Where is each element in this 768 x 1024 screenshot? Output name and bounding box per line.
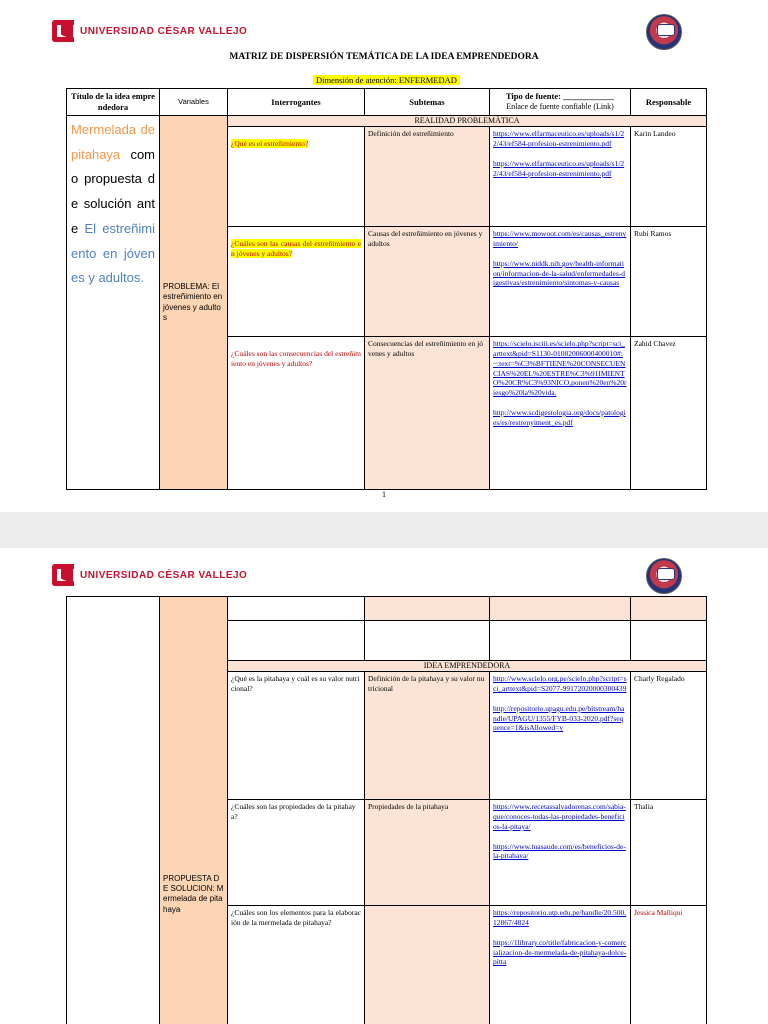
tipo-fuente-label: Tipo de fuente: ____________ [505, 91, 615, 102]
question-text: ¿Cuáles son las causas del estreñimiento en jóvenes y adultos? [231, 239, 361, 258]
question-text: ¿Cuáles son las consecuencias del estreñimiento en jóvenes y adultos? [231, 349, 361, 368]
responsible-cell: Thalia [631, 800, 707, 906]
empty-cell [365, 597, 490, 621]
links-cell [490, 127, 631, 227]
dispersion-matrix-table-page-2 [66, 596, 707, 1024]
empty-cell [228, 621, 365, 661]
links-cell [490, 800, 631, 906]
title-part-2: como propuesta de solución ante [71, 146, 155, 236]
enlace-label: Enlace de fuente confiable (Link) [506, 102, 614, 112]
dimension-label: Dimensión de atención: ENFERMEDAD [313, 75, 460, 85]
links-cell [490, 906, 631, 1024]
source-link[interactable]: https://www.elfarmaceutico.es/uploads/s1/22/43/ef584-profesion-estrenimiento.pdf [493, 158, 625, 178]
title-part-3: El estreñimiento en jóvenes y adultos. [71, 220, 155, 286]
idea-title-cell [67, 116, 160, 490]
school-seal-icon [646, 558, 682, 594]
page-separator [0, 512, 768, 548]
question-text: ¿Qué es el estreñimiento? [231, 139, 309, 149]
section-label-realidad: REALIDAD PROBLEMÁTICA [228, 116, 707, 127]
empty-cell [490, 597, 631, 621]
col-header-variables: Variables [160, 89, 228, 116]
responsible-cell: Jessica Malliqui [631, 906, 707, 1024]
col-header-titulo: Título de la idea emprendedora [67, 89, 160, 116]
source-link[interactable]: https://scielo.isciii.es/scielo.php?script=sci_arttext&pid=S1130-01082006000400010#:~:text=%C3%BFTIENE%20CONSECUENCIAS%20EL%20ESTRE%C3%91IMIENTO%20CR%C3%93NICO,ponen%20en%20riesgo%20la%20vida. [493, 339, 627, 398]
source-link[interactable]: https://www.tuasaude.com/es/beneficios-de-la-pitahaya/ [493, 841, 626, 861]
empty-cell [365, 621, 490, 661]
responsible-cell: Charly Regalado [631, 672, 707, 800]
subtopic-cell: Consecuencias del estreñimiento en jóvenes y adultos [365, 337, 490, 490]
subtopic-cell: Causas del estreñimiento en jóvenes y adultos [365, 227, 490, 337]
source-link[interactable]: https://www.elfarmaceutico.es/uploads/s1/22/43/ef584-profesion-estrenimiento.pdf [493, 129, 625, 149]
idea-title-cell-continued [67, 597, 160, 1024]
subtopic-cell: Propiedades de la pitahaya [365, 800, 490, 906]
col-header-subtemas: Subtemas [365, 89, 490, 116]
responsible-cell: Rubi Ramos [631, 227, 707, 337]
question-cell [228, 127, 365, 227]
links-cell [490, 227, 631, 337]
section-label-idea: IDEA EMPRENDEDORA [228, 661, 707, 672]
subtopic-cell: Definición de la pitahaya y su valor nutricional [365, 672, 490, 800]
university-name: UNIVERSIDAD CÉSAR VALLEJO [80, 569, 248, 581]
school-seal-icon [646, 14, 682, 50]
question-cell: ¿Qué es la pitahaya y cuál es su valor nutricional? [228, 672, 365, 800]
links-cell [490, 337, 631, 490]
title-part-1: Mermelada de pitahaya [71, 122, 155, 162]
question-cell: ¿Cuáles son las propiedades de la pitahaya? [228, 800, 365, 906]
source-link[interactable]: https://www.recetassalvadorenas.com/sabia-que/conoces-todas-las-propiedades-beneficios-la-pitaya/ [493, 802, 626, 831]
links-cell [490, 672, 631, 800]
ucv-logo-icon [52, 564, 74, 586]
page-number: 1 [382, 490, 386, 499]
col-header-tipo-fuente [490, 89, 631, 116]
source-link[interactable]: https://www.niddk.nih.gov/health-information/informacion-de-la-salud/enfermedades-digestivas/estrenimiento/sintomas-y-causas [493, 258, 626, 288]
variable-problema: PROBLEMA: El estreñimiento en jóvenes y adultos [160, 116, 228, 490]
responsible-cell: Zahid Chavez [631, 337, 707, 490]
university-logo [52, 564, 247, 586]
empty-cell [631, 621, 707, 661]
university-name: UNIVERSIDAD CÉSAR VALLEJO [80, 25, 248, 37]
source-link[interactable]: https://www.mowoot.com/es/causas_estrenyimiento/ [493, 229, 627, 249]
variable-propuesta [160, 597, 228, 1024]
empty-cell [490, 621, 631, 661]
variable-propuesta-text: PROPUESTA DE SOLUCION: Mermelada de pitahaya [163, 873, 224, 914]
dispersion-matrix-table-page-1 [66, 88, 707, 490]
col-header-responsable: Responsable [631, 89, 707, 116]
question-cell [228, 337, 365, 490]
source-link[interactable]: http://repositorio.upagu.edu.pe/bitstream/handle/UPAGU/1355/FYB-033-2020.pdf?sequence=1&isAllowed=y [493, 703, 625, 733]
document-page-2 [0, 548, 768, 1024]
question-cell: ¿Cuáles son los elementos para la elaboración de la mermelada de pitahaya? [228, 906, 365, 1024]
source-link[interactable]: https://1library.co/title/fabricacion-y-comercializacion-de-mermelada-de-pitahaya-dolce-pitta [493, 937, 627, 967]
university-logo [52, 20, 247, 42]
ucv-logo-icon [52, 20, 74, 42]
question-cell [228, 227, 365, 337]
empty-cell [228, 597, 365, 621]
source-link[interactable]: https://repositorio.utp.edu.pe/handle/20.500.12867/4824 [493, 908, 627, 928]
subtopic-cell [365, 906, 490, 1024]
source-link[interactable]: http://www.scielo.org.pe/scielo.php?script=sci_arttext&pid=S2077-99172020000300439 [493, 674, 627, 694]
col-header-interrogantes: Interrogantes [228, 89, 365, 116]
empty-cell [631, 597, 707, 621]
document-title: MATRIZ DE DISPERSIÓN TEMÁTICA DE LA IDEA EMPRENDEDORA [229, 52, 539, 62]
source-link[interactable]: http://www.scdigestologia.org/docs/patologies/es/restrenyiment_es.pdf [493, 407, 626, 427]
responsible-cell: Karin Landeo [631, 127, 707, 227]
subtopic-cell: Definición del estreñimiento [365, 127, 490, 227]
